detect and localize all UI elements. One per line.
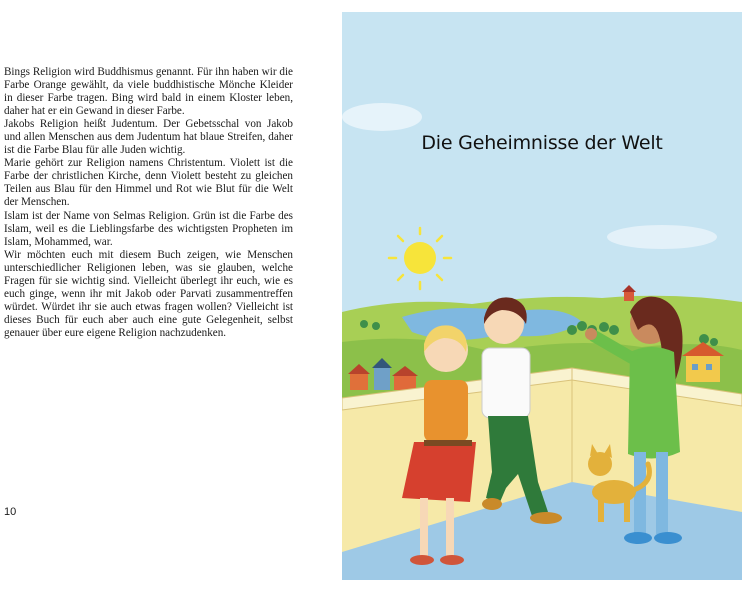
body-text xyxy=(4,66,293,340)
paragraph: Islam ist der Name von Selmas Religion. Grün ist die Farbe des Islam, weil es die Lieblingsfarbe des wichtigsten Propheten im Islam, Mohammed, war. xyxy=(4,209,293,248)
page-number: 10 xyxy=(4,506,17,518)
left-page xyxy=(0,0,342,593)
cloud xyxy=(607,225,717,249)
cloud xyxy=(342,103,422,131)
paragraph: Marie gehört zur Religion namens Christentum. Violett ist die Farbe der christlichen Kirche, denn Violett besteht zu gleichen Teilen aus Blau für den Himmel und Rot wie Blut für die Welt der Menschen. xyxy=(4,157,293,209)
illustration xyxy=(342,12,742,580)
illustration-title: Die Geheimnisse der Welt xyxy=(421,132,663,154)
paragraph: Wir möchten euch mit diesem Buch zeigen, wie Menschen unterschiedlicher Religionen leben, was sie glauben, welche Fragen für sie wichtig sind. Vielleicht überlegt ihr euch, wie es euch ginge, wenn ihr mit Jakob oder Parvati zusammentreffen würdet. Würdet ihr sie auch etwas fragen wollen? Vielleicht ist dieses Buch für euch aber auch eine gute Gelegenheit, selbst genauer über eure eigene Religion nachzudenken. xyxy=(4,248,293,339)
paragraph: Bings Religion wird Buddhismus genannt. Für ihn haben wir die Farbe Orange gewählt, da viele buddhistische Mönche Kleider in dieser Farbe tragen. Bing wird bald in einem Kloster leben, daher hat er ein Gewand in dieser Farbe. xyxy=(4,66,293,118)
paragraph: Jakobs Religion heißt Judentum. Der Gebetsschal von Jakob und allen Menschen aus dem Judentum hat blaue Streifen, daher ist die Farbe Blau für alle Juden wichtig. xyxy=(4,118,293,157)
illustration-scene xyxy=(342,12,742,580)
